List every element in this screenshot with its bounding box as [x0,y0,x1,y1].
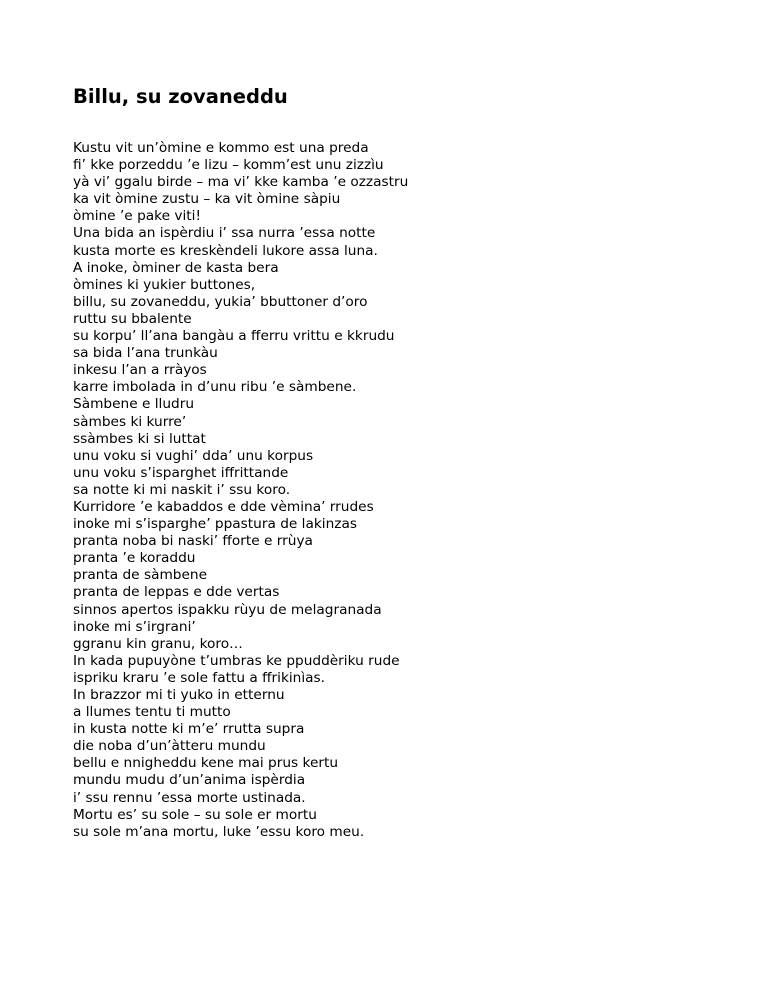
poem-line: a llumes tentu ti mutto [73,704,231,721]
poem-line: pranta noba bi naski’ fforte e rrùya [73,533,313,550]
poem-line: in kusta notte ki m’e’ rrutta supra [73,721,305,738]
poem-line: In brazzor mi ti yuko in etternu [73,687,285,703]
poem-line: òmine ’e pake viti! [73,208,201,225]
poem-line: kusta morte es kreskèndeli lukore assa luna. [73,242,378,259]
poem-line: ssàmbes ki si luttat [73,430,206,447]
poem-line: billu, su zovaneddu, yukia’ bbuttoner d’oro [73,293,368,310]
poem-line: bellu e nnigheddu kene mai prus kertu [73,755,339,772]
poem-line: Mortu es’ su sole – su sole er mortu [73,806,317,823]
poem-line: fi’ kke porzeddu ’e lizu – komm’est unu zizzìu [73,157,384,174]
poem-line: Sàmbene e lludru [73,396,195,413]
poem-line: sinnos apertos ispakku rùyu de melagranada [73,601,382,618]
document-page [73,84,733,841]
poem-line: inoke mi s’irgrani’ [73,618,196,635]
poem-body [73,140,733,841]
poem-line: ka vit òmine zustu – ka vit òmine sàpiu [73,191,341,208]
poem-line: In kada pupuyòne t’umbras ke ppuddèriku rude [73,652,400,669]
poem-line: su sole m’ana mortu, luke ’essu koro meu. [73,823,365,840]
poem-line: Una bida an ispèrdiu i’ ssa nurra ’essa notte [73,225,376,242]
poem-line: Kurridore ’e kabaddos e dde vèmina’ rrudes [73,498,374,515]
poem-line: pranta ’e koraddu [73,550,196,567]
poem-line: su korpu’ ll’ana bangàu a fferru vrittu e kkrudu [73,328,395,345]
poem-line: karre imbolada in d’unu ribu ’e sàmbene. [73,379,357,396]
poem-line: i’ ssu rennu ’essa morte ustinada. [73,789,306,806]
poem-line: A inoke, òminer de kasta bera [73,259,279,276]
poem-line: sa bida l’ana trunkàu [73,345,218,362]
poem-line: Kustu vit un’òmine e kommo est una preda [73,140,369,156]
poem-line: pranta de leppas e dde vertas [73,584,280,601]
poem-line: yà vi’ ggalu birde – ma vi’ kke kamba ’e ozzastru [73,174,409,191]
poem-line: ispriku kraru ’e sole fattu a ffrikinìas. [73,669,326,686]
poem-line: unu voku s’isparghet iffrittande [73,464,289,481]
poem-line: ruttu su bbalente [73,310,192,327]
poem-line: sàmbes ki kurre’ [73,413,187,430]
poem-line: òmines ki yukier buttones, [73,276,256,293]
poem-line: mundu mudu d’un’anima ispèrdia [73,772,306,789]
poem-line: die noba d’un’àtteru mundu [73,738,266,755]
poem-line: unu voku si vughi’ dda’ unu korpus [73,447,314,464]
poem-line: inoke mi s’isparghe’ ppastura de lakinzas [73,516,357,533]
poem-line: sa notte ki mi naskit i’ ssu koro. [73,481,291,498]
poem-line: pranta de sàmbene [73,567,208,584]
poem-line: ggranu kin granu, koro… [73,635,243,652]
poem-line: inkesu l’an a rràyos [73,362,207,379]
poem-title: Billu, su zovaneddu [73,85,288,108]
